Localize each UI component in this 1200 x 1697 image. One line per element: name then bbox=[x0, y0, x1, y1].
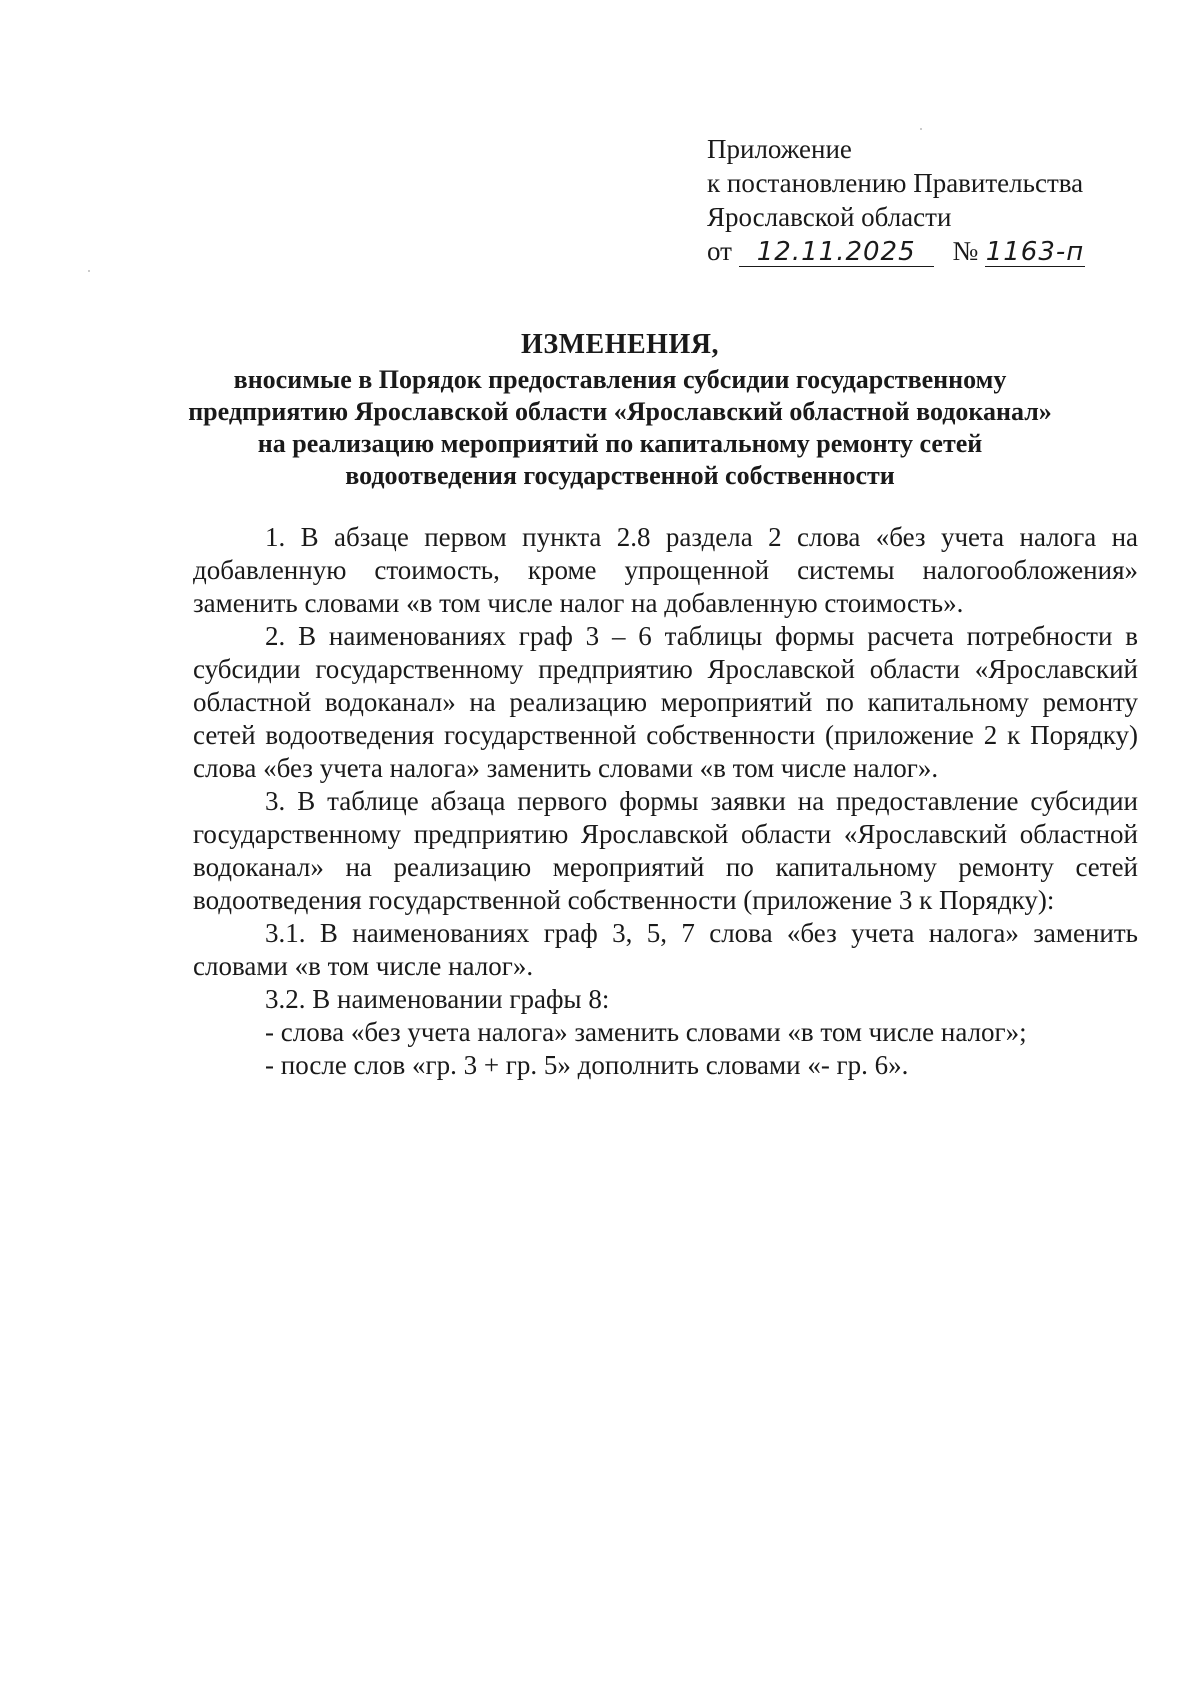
heading-subtitle-line-3: на реализацию мероприятий по капитальному ремонту сетей bbox=[257, 429, 983, 458]
appendix-line-3: Ярославской области bbox=[707, 202, 952, 232]
heading-subtitle-line-1: вносимые в Порядок предоставления субсидии государственному bbox=[233, 365, 1007, 394]
paragraph-3-2-item-1: - слова «без учета налога» заменить словами «в том числе налог»; bbox=[265, 1017, 1027, 1047]
date-prefix: от bbox=[707, 236, 732, 266]
appendix-line-1: Приложение bbox=[707, 134, 852, 164]
appendix-line-2: к постановлению Правительства bbox=[707, 168, 1084, 198]
heading-subtitle-line-4: водоотведения государственной собственности bbox=[345, 461, 895, 490]
paragraph-3-2: 3.2. В наименовании графы 8: bbox=[265, 984, 610, 1014]
appendix-date-line bbox=[707, 234, 1127, 268]
number-prefix: № bbox=[952, 236, 979, 266]
heading-title: ИЗМЕНЕНИЯ, bbox=[521, 329, 719, 360]
appendix-block bbox=[707, 132, 1127, 268]
paragraph-3-2-item-2: - после слов «гр. 3 + гр. 5» дополнить словами «- гр. 6». bbox=[265, 1050, 909, 1080]
paragraph-1: 1. В абзаце первом пункта 2.8 раздела 2 слова «без учета налога на добавленную стоимость, кроме упрощенной системы налогообложения» заменить словами «в том числе налог на добавленную стоимость». bbox=[193, 522, 1138, 618]
scan-speck bbox=[920, 128, 922, 130]
paragraph-3: 3. В таблице абзаца первого формы заявки на предоставление субсидии государственному предприятию Ярославской области «Ярославский областной водоканал» на реализацию мероприятий по капитальному ремонту сетей водоотведения государственной собственности (приложение 3 к Порядку): bbox=[193, 786, 1138, 915]
heading-subtitle-line-2: предприятию Ярославской области «Ярославский областной водоканал» bbox=[188, 397, 1052, 426]
paragraph-2: 2. В наименованиях граф 3 – 6 таблицы формы расчета потребности в субсидии государственному предприятию Ярославской области «Ярославский областной водоканал» на реализацию мероприятий по капитальному ремонту сетей водоотведения государственной собственности (приложение 2 к Порядку) слова «без учета налога» заменить словами «в том числе налог». bbox=[193, 621, 1138, 783]
paragraph-3-1: 3.1. В наименованиях граф 3, 5, 7 слова «без учета налога» заменить словами «в том числе налог». bbox=[193, 918, 1138, 981]
handwritten-date: 12.11.2025 bbox=[739, 238, 934, 267]
document-body bbox=[193, 521, 1138, 1082]
document-heading bbox=[120, 326, 1120, 492]
scan-speck bbox=[88, 270, 90, 272]
handwritten-number: 1163-п bbox=[985, 237, 1085, 267]
